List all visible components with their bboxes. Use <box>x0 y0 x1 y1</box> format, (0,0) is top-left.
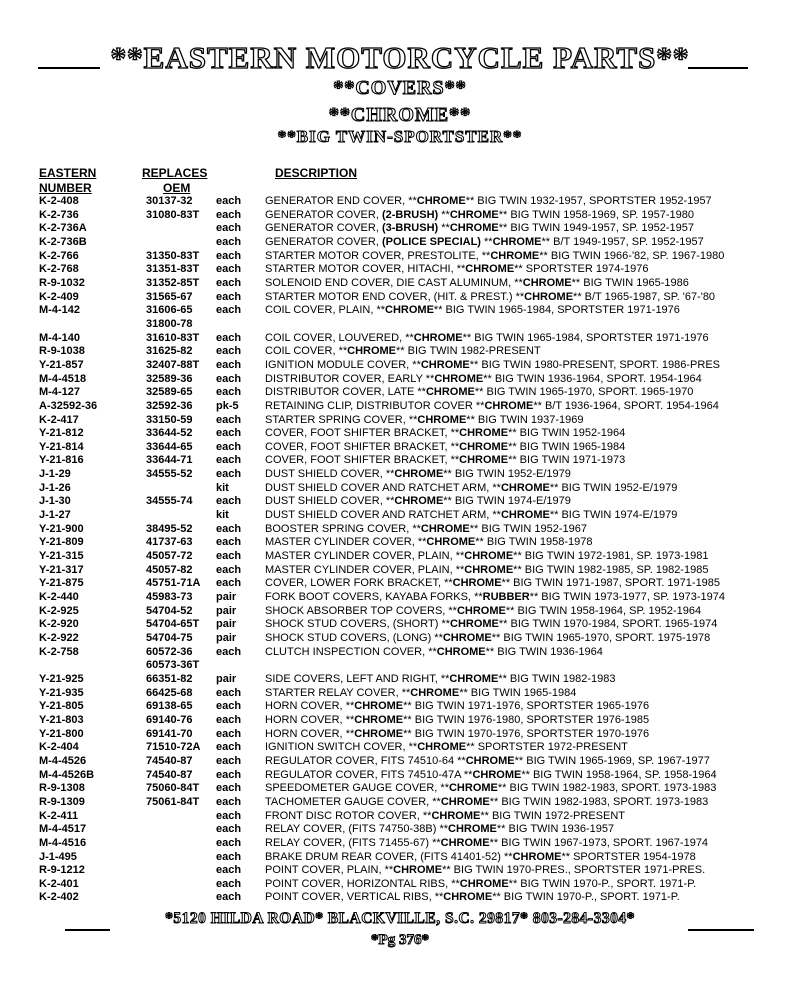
unit: each <box>216 290 242 303</box>
column-header-description: DESCRIPTION <box>275 166 358 180</box>
unit: each <box>216 809 242 822</box>
part-number: M-4-127 <box>39 386 80 399</box>
oem-number: 38495-52 <box>146 522 193 535</box>
description: POINT COVER, VERTICAL RIBS, **CHROME** BIG TWIN 1970-P., SPORT. 1971-P. <box>265 891 680 904</box>
section-title-covers: **COVERS** <box>333 77 467 99</box>
table-row <box>0 277 800 291</box>
unit: each <box>216 208 242 221</box>
unit: each <box>216 195 242 207</box>
oem-number: 32589-65 <box>146 386 193 399</box>
table-row <box>0 577 800 591</box>
oem-number: 31610-83T <box>146 331 200 344</box>
part-number: K-2-409 <box>39 290 79 303</box>
table-row <box>0 468 800 482</box>
part-number: K-2-440 <box>39 591 79 604</box>
description: RETAINING CLIP, DISTRIBUTOR COVER **CHROME** B/T 1936-1964, SPORT. 1954-1964 <box>265 399 719 412</box>
column-header-number: NUMBER <box>39 181 92 195</box>
description: HORN COVER, **CHROME** BIG TWIN 1970-1976, SPORTSTER 1970-1976 <box>265 727 650 740</box>
table-row <box>0 864 800 878</box>
unit: each <box>216 864 242 877</box>
description: STARTER MOTOR COVER, PRESTOLITE, **CHROME** BIG TWIN 1966-'82, SP. 1967-1980 <box>265 249 725 262</box>
unit: each <box>216 331 242 344</box>
description: REGULATOR COVER, FITS 74510-64 **CHROME** BIG TWIN 1965-1969, SP. 1967-1977 <box>265 754 710 767</box>
part-number: Y-21-809 <box>39 536 84 549</box>
description: MASTER CYLINDER COVER, PLAIN, **CHROME** BIG TWIN 1972-1981, SP. 1973-1981 <box>265 550 709 563</box>
table-row <box>0 509 800 523</box>
table-row <box>0 482 800 496</box>
oem-number: 30137-32 <box>146 195 193 207</box>
table-row <box>0 891 800 905</box>
part-number: R-9-1212 <box>39 864 85 877</box>
oem-number: 33644-52 <box>146 427 193 440</box>
unit: each <box>216 577 242 590</box>
oem-number: 31350-83T <box>146 249 200 262</box>
table-row <box>0 373 800 387</box>
description: FORK BOOT COVERS, KAYABA FORKS, **RUBBER** BIG TWIN 1973-1977, SP. 1973-1974 <box>265 591 725 604</box>
part-number: R-9-1032 <box>39 276 85 289</box>
part-number: K-2-417 <box>39 413 79 426</box>
description: COVER, FOOT SHIFTER BRACKET, **CHROME** BIG TWIN 1952-1964 <box>265 427 626 440</box>
description: SHOCK ABSORBER TOP COVERS, **CHROME** BIG TWIN 1958-1964, SP. 1952-1964 <box>265 604 702 617</box>
description: RELAY COVER, (FITS 74750-38B) **CHROME** BIG TWIN 1936-1957 <box>265 823 615 836</box>
description: SHOCK STUD COVERS, (SHORT) **CHROME** BIG TWIN 1970-1984, SPORT. 1965-1974 <box>265 618 718 631</box>
table-row <box>0 441 800 455</box>
table-row <box>0 618 800 632</box>
table-row <box>0 550 800 564</box>
unit: each <box>216 522 242 535</box>
description: BRAKE DRUM REAR COVER, (FITS 41401-52) **CHROME** SPORTSTER 1954-1978 <box>265 850 696 863</box>
table-row <box>0 400 800 414</box>
unit: each <box>216 468 242 481</box>
unit: pair <box>216 604 237 617</box>
column-header-replaces: REPLACES <box>142 166 208 180</box>
part-number: K-2-401 <box>39 877 79 890</box>
unit: each <box>216 235 242 248</box>
oem-number: 31351-83T <box>146 263 200 276</box>
oem-number: 32592-36 <box>146 399 193 412</box>
unit: each <box>216 413 242 426</box>
table-row <box>0 359 800 373</box>
description: CLUTCH INSPECTION COVER, **CHROME** BIG TWIN 1936-1964 <box>265 645 603 658</box>
unit: each <box>216 768 242 781</box>
description: MASTER CYLINDER COVER, PLAIN, **CHROME** BIG TWIN 1982-1985, SP. 1982-1985 <box>265 563 709 576</box>
description: REGULATOR COVER, FITS 74510-47A **CHROME** BIG TWIN 1958-1964, SP. 1958-1964 <box>265 768 717 781</box>
part-number: K-2-758 <box>39 645 79 658</box>
unit: each <box>216 358 242 371</box>
table-row <box>0 728 800 742</box>
part-number: Y-21-875 <box>39 577 84 590</box>
part-number: K-2-920 <box>39 618 79 631</box>
oem-number: 74540-87 <box>146 754 193 767</box>
part-number: K-2-404 <box>39 741 79 754</box>
oem-number: 31800-78 <box>146 317 193 330</box>
oem-number: 66351-82 <box>146 672 193 685</box>
part-number: R-9-1308 <box>39 782 85 795</box>
description: COIL COVER, PLAIN, **CHROME** BIG TWIN 1965-1984, SPORTSTER 1971-1976 <box>265 304 680 317</box>
description: GENERATOR COVER, (3-BRUSH) **CHROME** BIG TWIN 1949-1957, SP. 1952-1957 <box>265 222 694 235</box>
table-row <box>0 332 800 346</box>
oem-number: 31352-85T <box>146 276 200 289</box>
description: SHOCK STUD COVERS, (LONG) **CHROME** BIG TWIN 1965-1970, SPORT. 1975-1978 <box>265 632 711 644</box>
unit: each <box>216 276 242 289</box>
part-number: M-4-142 <box>39 304 80 317</box>
table-row <box>0 646 800 660</box>
unit: each <box>216 741 242 754</box>
unit: kit <box>216 509 229 522</box>
table-row <box>0 782 800 796</box>
oem-number: 45983-73 <box>146 591 193 604</box>
unit: kit <box>216 481 229 494</box>
table-row <box>0 769 800 783</box>
table-row <box>0 659 800 673</box>
unit: each <box>216 249 242 262</box>
description: RELAY COVER, (FITS 71455-67) **CHROME** BIG TWIN 1967-1973, SPORT. 1967-1974 <box>265 836 709 849</box>
table-row <box>0 564 800 578</box>
part-number: Y-21-315 <box>39 550 84 563</box>
description: COIL COVER, **CHROME** BIG TWIN 1982-PRESENT <box>265 345 541 358</box>
oem-number: 69140-76 <box>146 713 193 726</box>
description: COVER, FOOT SHIFTER BRACKET, **CHROME** BIG TWIN 1971-1973 <box>265 454 626 467</box>
oem-number: 54704-65T <box>146 618 200 631</box>
part-number: Y-21-816 <box>39 454 84 467</box>
part-number: Y-21-317 <box>39 563 84 576</box>
footer-rule-left <box>65 929 110 931</box>
oem-number: 34555-52 <box>146 468 193 481</box>
part-number: Y-21-857 <box>39 358 84 371</box>
description: STARTER MOTOR END COVER, (HIT. & PREST.) **CHROME** B/T 1965-1987, SP. '67-'80 <box>265 290 716 303</box>
table-row <box>0 700 800 714</box>
description: DUST SHIELD COVER, **CHROME** BIG TWIN 1952-E/1979 <box>265 468 571 481</box>
table-row <box>0 209 800 223</box>
unit: pair <box>216 632 237 644</box>
unit: each <box>216 700 242 713</box>
unit: each <box>216 440 242 453</box>
table-row <box>0 250 800 264</box>
section-title-chrome: **CHROME** <box>328 104 472 126</box>
unit: each <box>216 686 242 699</box>
description: GENERATOR COVER, (POLICE SPECIAL) **CHROME** B/T 1949-1957, SP. 1952-1957 <box>265 235 704 248</box>
oem-number: 69141-70 <box>146 727 193 740</box>
unit: each <box>216 386 242 399</box>
table-row <box>0 536 800 550</box>
unit: each <box>216 795 242 808</box>
table-row <box>0 222 800 236</box>
part-number: J-1-30 <box>39 495 71 508</box>
table-row <box>0 495 800 509</box>
oem-number: 45057-82 <box>146 563 193 576</box>
description: POINT COVER, PLAIN, **CHROME** BIG TWIN 1970-PRES., SPORTSTER 1971-PRES. <box>265 864 706 877</box>
table-row <box>0 195 800 209</box>
description: COVER, FOOT SHIFTER BRACKET, **CHROME** BIG TWIN 1965-1984 <box>265 440 626 453</box>
unit: pair <box>216 591 237 604</box>
unit: each <box>216 823 242 836</box>
description: STARTER MOTOR COVER, HITACHI, **CHROME** SPORTSTER 1974-1976 <box>265 263 649 276</box>
unit: each <box>216 550 242 563</box>
table-row <box>0 851 800 865</box>
unit: each <box>216 372 242 385</box>
part-number: J-1-29 <box>39 468 71 481</box>
unit: pair <box>216 672 237 685</box>
part-number: Y-21-900 <box>39 522 84 535</box>
unit: each <box>216 877 242 890</box>
parts-list <box>0 195 800 905</box>
part-number: M-4-140 <box>39 331 80 344</box>
table-row <box>0 345 800 359</box>
table-row <box>0 796 800 810</box>
oem-number: 75060-84T <box>146 782 200 795</box>
part-number: K-2-736A <box>39 222 87 235</box>
table-row <box>0 878 800 892</box>
description: GENERATOR COVER, (2-BRUSH) **CHROME** BIG TWIN 1958-1969, SP. 1957-1980 <box>265 208 694 221</box>
part-number: K-2-922 <box>39 632 79 644</box>
unit: each <box>216 850 242 863</box>
table-row <box>0 632 800 646</box>
unit: each <box>216 713 242 726</box>
table-row <box>0 236 800 250</box>
description: COIL COVER, LOUVERED, **CHROME** BIG TWIN 1965-1984, SPORTSTER 1971-1976 <box>265 331 709 344</box>
unit: each <box>216 495 242 508</box>
oem-number: 69138-65 <box>146 700 193 713</box>
description: DUST SHIELD COVER, **CHROME** BIG TWIN 1974-E/1979 <box>265 495 571 508</box>
oem-number: 60573-36T <box>146 659 200 672</box>
oem-number: 45751-71A <box>146 577 201 590</box>
oem-number: 66425-68 <box>146 686 193 699</box>
description: HORN COVER, **CHROME** BIG TWIN 1971-1976, SPORTSTER 1965-1976 <box>265 700 650 713</box>
description: POINT COVER, HORIZONTAL RIBS, **CHROME** BIG TWIN 1970-P., SPORT. 1971-P. <box>265 877 697 890</box>
part-number: K-2-736 <box>39 208 79 221</box>
description: HORN COVER, **CHROME** BIG TWIN 1976-1980, SPORTSTER 1976-1985 <box>265 713 650 726</box>
unit: each <box>216 836 242 849</box>
table-row <box>0 591 800 605</box>
oem-number: 41737-63 <box>146 536 193 549</box>
table-row <box>0 263 800 277</box>
unit: each <box>216 782 242 795</box>
part-number: K-2-402 <box>39 891 79 904</box>
table-row <box>0 810 800 824</box>
oem-number: 54704-52 <box>146 604 193 617</box>
table-row <box>0 605 800 619</box>
oem-number: 54704-75 <box>146 632 193 644</box>
description: SOLENOID END COVER, DIE CAST ALUMINUM, **CHROME** BIG TWIN 1965-1986 <box>265 276 689 289</box>
unit: each <box>216 454 242 467</box>
unit: each <box>216 263 242 276</box>
oem-number: 31565-67 <box>146 290 193 303</box>
description: SPEEDOMETER GAUGE COVER, **CHROME** BIG TWIN 1982-1983, SPORT. 1973-1983 <box>265 782 717 795</box>
table-row <box>0 454 800 468</box>
description: DUST SHIELD COVER AND RATCHET ARM, **CHROME** BIG TWIN 1952-E/1979 <box>265 481 678 494</box>
part-number: J-1-27 <box>39 509 71 522</box>
unit: each <box>216 345 242 358</box>
part-number: A-32592-36 <box>39 399 98 412</box>
table-row <box>0 318 800 332</box>
part-number: Y-21-803 <box>39 713 84 726</box>
part-number: M-4-4517 <box>39 823 87 836</box>
table-row <box>0 741 800 755</box>
table-row <box>0 837 800 851</box>
unit: each <box>216 754 242 767</box>
oem-number: 31080-83T <box>146 208 200 221</box>
unit: each <box>216 563 242 576</box>
description: STARTER RELAY COVER, **CHROME** BIG TWIN 1965-1984 <box>265 686 577 699</box>
table-row <box>0 673 800 687</box>
footer-address: *5120 HILDA ROAD* BLACKVILLE, S.C. 29817* 803-284-3304* <box>165 910 635 927</box>
part-number: K-2-768 <box>39 263 79 276</box>
description: IGNITION SWITCH COVER, **CHROME** SPORTSTER 1972-PRESENT <box>265 741 628 754</box>
description: DUST SHIELD COVER AND RATCHET ARM, **CHROME** BIG TWIN 1974-E/1979 <box>265 509 678 522</box>
unit: each <box>216 222 242 235</box>
part-number: K-2-411 <box>39 809 79 822</box>
oem-number: 32407-88T <box>146 358 200 371</box>
part-number: K-2-766 <box>39 249 79 262</box>
column-header-oem: OEM <box>163 181 191 195</box>
oem-number: 32589-36 <box>146 372 193 385</box>
description: GENERATOR END COVER, **CHROME** BIG TWIN 1932-1957, SPORTSTER 1952-1957 <box>265 195 712 207</box>
section-title-big-twin-sportster: **BIG TWIN-SPORTSTER** <box>277 127 523 146</box>
description: STARTER SPRING COVER, **CHROME** BIG TWIN 1937-1969 <box>265 413 584 426</box>
table-row <box>0 304 800 318</box>
unit: pk-5 <box>216 399 239 412</box>
unit: each <box>216 891 242 904</box>
column-header-eastern: EASTERN <box>39 166 97 180</box>
part-number: M-4-4526 <box>39 754 87 767</box>
part-number: M-4-4526B <box>39 768 95 781</box>
table-row <box>0 291 800 305</box>
part-number: J-1-26 <box>39 481 71 494</box>
page-title: **EASTERN MOTORCYCLE PARTS** <box>110 40 690 75</box>
description: IGNITION MODULE COVER, **CHROME** BIG TWIN 1980-PRESENT, SPORT. 1986-PRES <box>265 358 720 371</box>
oem-number: 33150-59 <box>146 413 193 426</box>
oem-number: 33644-71 <box>146 454 193 467</box>
part-number: R-9-1309 <box>39 795 85 808</box>
description: COVER, LOWER FORK BRACKET, **CHROME** BIG TWIN 1971-1987, SPORT. 1971-1985 <box>265 577 721 590</box>
table-row <box>0 427 800 441</box>
oem-number: 31625-82 <box>146 345 193 358</box>
oem-number: 45057-72 <box>146 550 193 563</box>
part-number: J-1-495 <box>39 850 77 863</box>
description: DISTRIBUTOR COVER, LATE **CHROME** BIG TWIN 1965-1970, SPORT. 1965-1970 <box>265 386 694 399</box>
part-number: M-4-4518 <box>39 372 87 385</box>
footer-rule-right <box>688 929 754 931</box>
table-row <box>0 714 800 728</box>
unit: each <box>216 727 242 740</box>
part-number: Y-21-805 <box>39 700 84 713</box>
part-number: Y-21-812 <box>39 427 84 440</box>
part-number: K-2-408 <box>39 195 79 207</box>
unit: each <box>216 304 242 317</box>
description: BOOSTER SPRING COVER, **CHROME** BIG TWIN 1952-1967 <box>265 522 587 535</box>
oem-number: 74540-87 <box>146 768 193 781</box>
unit: each <box>216 645 242 658</box>
table-row <box>0 414 800 428</box>
part-number: Y-21-925 <box>39 672 84 685</box>
oem-number: 71510-72A <box>146 741 201 754</box>
description: DISTRIBUTOR COVER, EARLY **CHROME** BIG TWIN 1936-1964, SPORT. 1954-1964 <box>265 372 702 385</box>
description: SIDE COVERS, LEFT AND RIGHT, **CHROME** BIG TWIN 1982-1983 <box>265 672 616 685</box>
oem-number: 34555-74 <box>146 495 193 508</box>
unit: each <box>216 536 242 549</box>
unit: each <box>216 427 242 440</box>
table-row <box>0 755 800 769</box>
oem-number: 75061-84T <box>146 795 200 808</box>
table-row <box>0 386 800 400</box>
table-row <box>0 523 800 537</box>
part-number: M-4-4516 <box>39 836 87 849</box>
part-number: K-2-736B <box>39 235 87 248</box>
oem-number: 31606-65 <box>146 304 193 317</box>
description: TACHOMETER GAUGE COVER, **CHROME** BIG TWIN 1982-1983, SPORT. 1973-1983 <box>265 795 709 808</box>
oem-number: 60572-36 <box>146 645 193 658</box>
table-row <box>0 687 800 701</box>
part-number: Y-21-814 <box>39 440 84 453</box>
part-number: R-9-1038 <box>39 345 85 358</box>
oem-number: 33644-65 <box>146 440 193 453</box>
part-number: Y-21-935 <box>39 686 84 699</box>
page-number: *Pg 376* <box>371 932 429 948</box>
description: FRONT DISC ROTOR COVER, **CHROME** BIG TWIN 1972-PRESENT <box>265 809 626 822</box>
table-row <box>0 823 800 837</box>
part-number: K-2-925 <box>39 604 79 617</box>
description: MASTER CYLINDER COVER, **CHROME** BIG TWIN 1958-1978 <box>265 536 593 549</box>
part-number: Y-21-800 <box>39 727 84 740</box>
unit: pair <box>216 618 237 631</box>
